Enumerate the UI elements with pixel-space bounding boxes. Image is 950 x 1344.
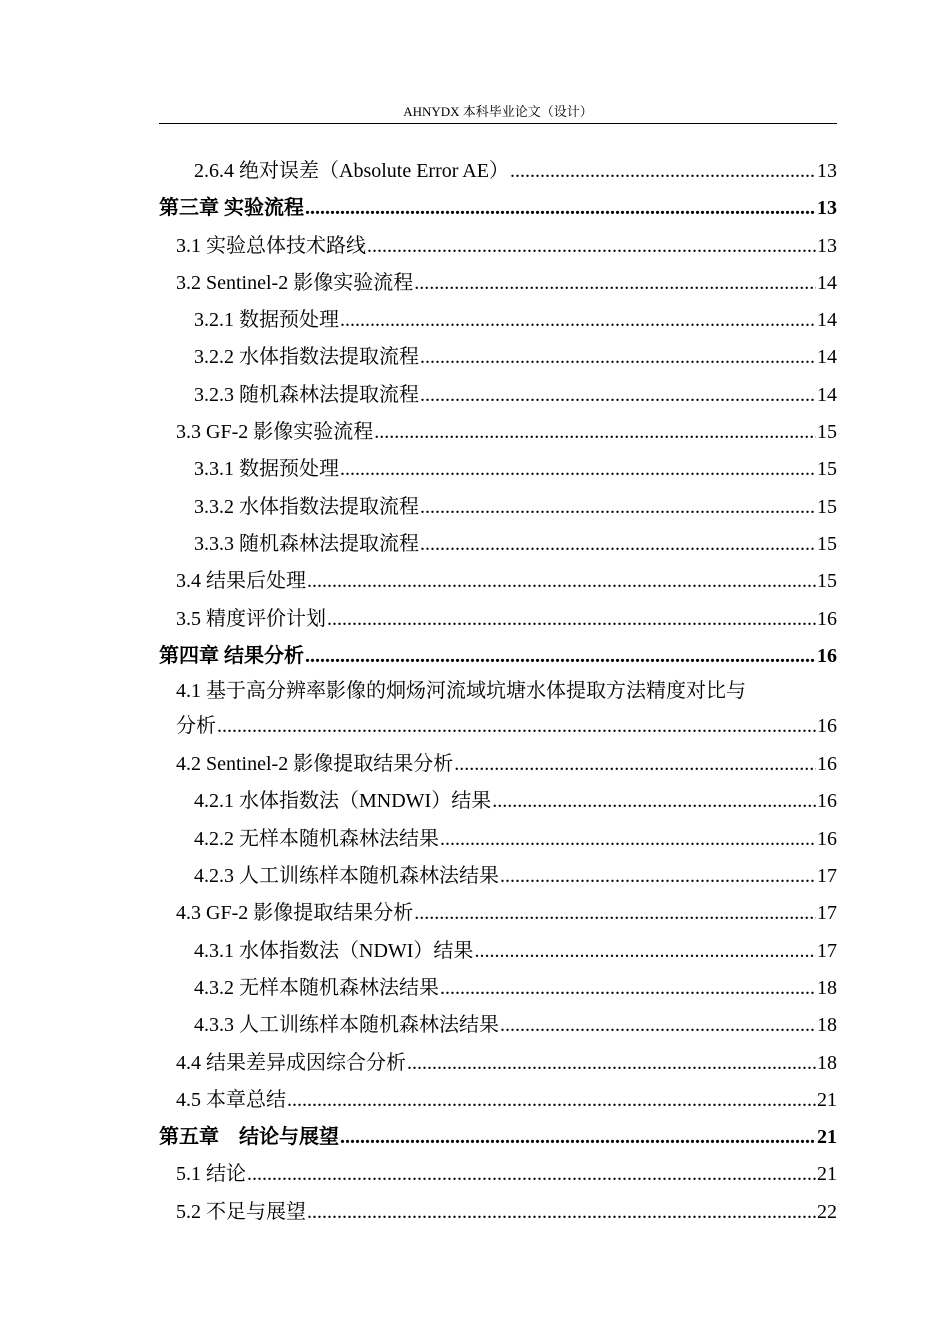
toc-leader-dots <box>305 638 816 675</box>
toc-leader-dots <box>454 746 816 783</box>
toc-leader-dots <box>420 377 816 414</box>
toc-leader-dots <box>474 933 816 970</box>
toc-entry-page: 16 <box>817 715 837 738</box>
toc-leader-dots <box>414 895 816 932</box>
toc-entry-title: 4.3.2 无样本随机森林法结果 <box>194 976 439 999</box>
toc-entry-page: 14 <box>817 271 837 294</box>
toc-entry-page: 14 <box>817 383 837 406</box>
toc-leader-dots <box>327 601 816 638</box>
toc-entry-title: 4.4 结果差异成因综合分析 <box>176 1051 406 1074</box>
toc-entry-title: 2.6.4 绝对误差（Absolute Error AE） <box>194 160 509 182</box>
toc-entry-title-continued: 分析 <box>176 715 216 738</box>
toc-entry-title: 4.3.1 水体指数法（NDWI）结果 <box>194 939 474 962</box>
toc-entry-title: 3.2.3 随机森林法提取流程 <box>194 383 419 406</box>
toc-entry-page: 13 <box>817 197 837 220</box>
toc-entry-title: 3.2.2 水体指数法提取流程 <box>194 346 419 369</box>
toc-leader-dots <box>247 1156 816 1193</box>
toc-entry-title: 3.3 GF-2 影像实验流程 <box>176 421 374 444</box>
toc-entry-page: 16 <box>817 827 837 850</box>
toc-entry-page: 18 <box>817 1051 837 1074</box>
toc-entry-title: 第五章 结论与展望 <box>159 1126 339 1149</box>
toc-entry-title: 4.5 本章总结 <box>176 1088 286 1111</box>
toc-entry-title: 4.2.2 无样本随机森林法结果 <box>194 827 439 850</box>
toc-entry-title: 3.5 精度评价计划 <box>176 607 326 630</box>
toc-entry-page: 15 <box>817 570 837 593</box>
toc-entry[interactable] <box>159 451 837 488</box>
toc-entry-page: 15 <box>817 532 837 555</box>
toc-entry-title: 3.4 结果后处理 <box>176 570 306 593</box>
toc-entry-title: 4.3.3 人工训练样本随机森林法结果 <box>194 1014 499 1037</box>
toc-entry-title: 4.2.1 水体指数法（MNDWI）结果 <box>194 790 492 813</box>
toc-entry[interactable] <box>159 1194 837 1231</box>
toc-entry[interactable] <box>159 1156 837 1193</box>
toc-leader-dots <box>305 190 816 227</box>
toc-entry-page: 22 <box>817 1200 837 1223</box>
toc-entry-page: 15 <box>817 458 837 481</box>
toc-entry-page: 15 <box>817 495 837 518</box>
toc-leader-dots <box>510 153 816 190</box>
toc-leader-dots <box>367 228 816 265</box>
toc-entry[interactable] <box>159 821 837 858</box>
toc-entry-title: 3.1 实验总体技术路线 <box>176 234 366 257</box>
toc-entry-title: 4.2 Sentinel-2 影像提取结果分析 <box>176 753 454 776</box>
toc-entry-page: 16 <box>817 790 837 813</box>
toc-entry-title: 3.2 Sentinel-2 影像实验流程 <box>176 271 414 294</box>
toc-entry[interactable] <box>159 563 837 600</box>
toc-leader-dots <box>420 339 816 376</box>
toc-leader-dots <box>420 489 816 526</box>
toc-entry-title: 4.3 GF-2 影像提取结果分析 <box>176 902 414 925</box>
toc-entry[interactable] <box>159 414 837 451</box>
toc-entry-wrapped-line2[interactable] <box>159 707 837 746</box>
toc-entry[interactable] <box>159 933 837 970</box>
toc-entry-title: 3.3.3 随机森林法提取流程 <box>194 532 419 555</box>
toc-entry[interactable] <box>159 858 837 895</box>
toc-entry-wrapped-line1[interactable] <box>159 675 837 707</box>
toc-entry-page: 15 <box>817 421 837 444</box>
toc-entry[interactable] <box>159 601 837 638</box>
toc-entry[interactable] <box>159 526 837 563</box>
toc-leader-dots <box>414 265 816 302</box>
toc-leader-dots <box>307 563 816 600</box>
toc-leader-dots <box>492 783 816 820</box>
toc-entry-page: 21 <box>817 1163 837 1186</box>
toc-leader-dots <box>440 970 816 1007</box>
toc-leader-dots <box>500 858 816 895</box>
toc-entry-title: 5.2 不足与展望 <box>176 1200 306 1223</box>
toc-leader-dots <box>340 1119 816 1156</box>
toc-entry[interactable] <box>159 489 837 526</box>
toc-entry[interactable] <box>159 746 837 783</box>
header-divider <box>159 123 837 124</box>
toc-entry-page: 17 <box>817 939 837 962</box>
toc-leader-dots <box>420 526 816 563</box>
toc-entry-page: 16 <box>817 607 837 630</box>
toc-entry-title: 3.3.2 水体指数法提取流程 <box>194 495 419 518</box>
toc-entry-title: 3.3.1 数据预处理 <box>194 458 339 481</box>
toc-entry[interactable] <box>159 302 837 339</box>
toc-entry-page: 21 <box>817 1088 837 1111</box>
toc-entry-page: 13 <box>817 234 837 257</box>
toc-entry-title: 3.2.1 数据预处理 <box>194 309 339 332</box>
toc-entry-page: 16 <box>817 644 837 667</box>
toc-entry-page: 14 <box>817 309 837 332</box>
toc-chapter[interactable] <box>159 190 837 227</box>
toc-entry[interactable] <box>159 783 837 820</box>
toc-entry[interactable] <box>159 153 837 190</box>
toc-entry[interactable] <box>159 1045 837 1082</box>
toc-entry-title: 4.1 基于高分辨率影像的炯炀河流域坑塘水体提取方法精度对比与 <box>176 680 746 703</box>
toc-leader-dots <box>340 302 816 339</box>
toc-entry[interactable] <box>159 228 837 265</box>
toc-entry[interactable] <box>159 970 837 1007</box>
toc-entry-title: 第四章 结果分析 <box>159 644 304 667</box>
toc-leader-dots <box>440 821 816 858</box>
toc-entry-page: 16 <box>817 753 837 776</box>
toc-entry[interactable] <box>159 1082 837 1119</box>
toc-entry-title: 5.1 结论 <box>176 1163 246 1186</box>
toc-entry[interactable] <box>159 1007 837 1044</box>
toc-entry-page: 17 <box>817 902 837 925</box>
toc-entry-page: 21 <box>817 1126 837 1149</box>
toc-chapter[interactable] <box>159 1119 837 1156</box>
toc-entry-page: 18 <box>817 1014 837 1037</box>
toc-entry-page: 17 <box>817 865 837 888</box>
toc-entry-page: 14 <box>817 346 837 369</box>
toc-entry[interactable] <box>159 377 837 414</box>
toc-leader-dots <box>374 414 816 451</box>
toc-leader-dots <box>287 1082 816 1119</box>
page-header: AHNYDX 本科毕业论文（设计） <box>403 104 593 119</box>
toc-leader-dots <box>500 1007 816 1044</box>
toc-chapter[interactable] <box>159 638 837 675</box>
toc-entry[interactable] <box>159 339 837 376</box>
toc-entry-title: 第三章 实验流程 <box>159 197 304 220</box>
toc-entry[interactable] <box>159 895 837 932</box>
toc-entry-page: 18 <box>817 976 837 999</box>
toc-entry-page: 13 <box>817 160 837 182</box>
toc-leader-dots <box>340 451 816 488</box>
toc-entry[interactable] <box>159 265 837 302</box>
toc-leader-dots <box>407 1045 816 1082</box>
toc-leader-dots <box>307 1194 816 1231</box>
table-of-contents <box>159 153 837 1231</box>
toc-entry-title: 4.2.3 人工训练样本随机森林法结果 <box>194 865 499 888</box>
toc-leader-dots <box>217 707 816 746</box>
